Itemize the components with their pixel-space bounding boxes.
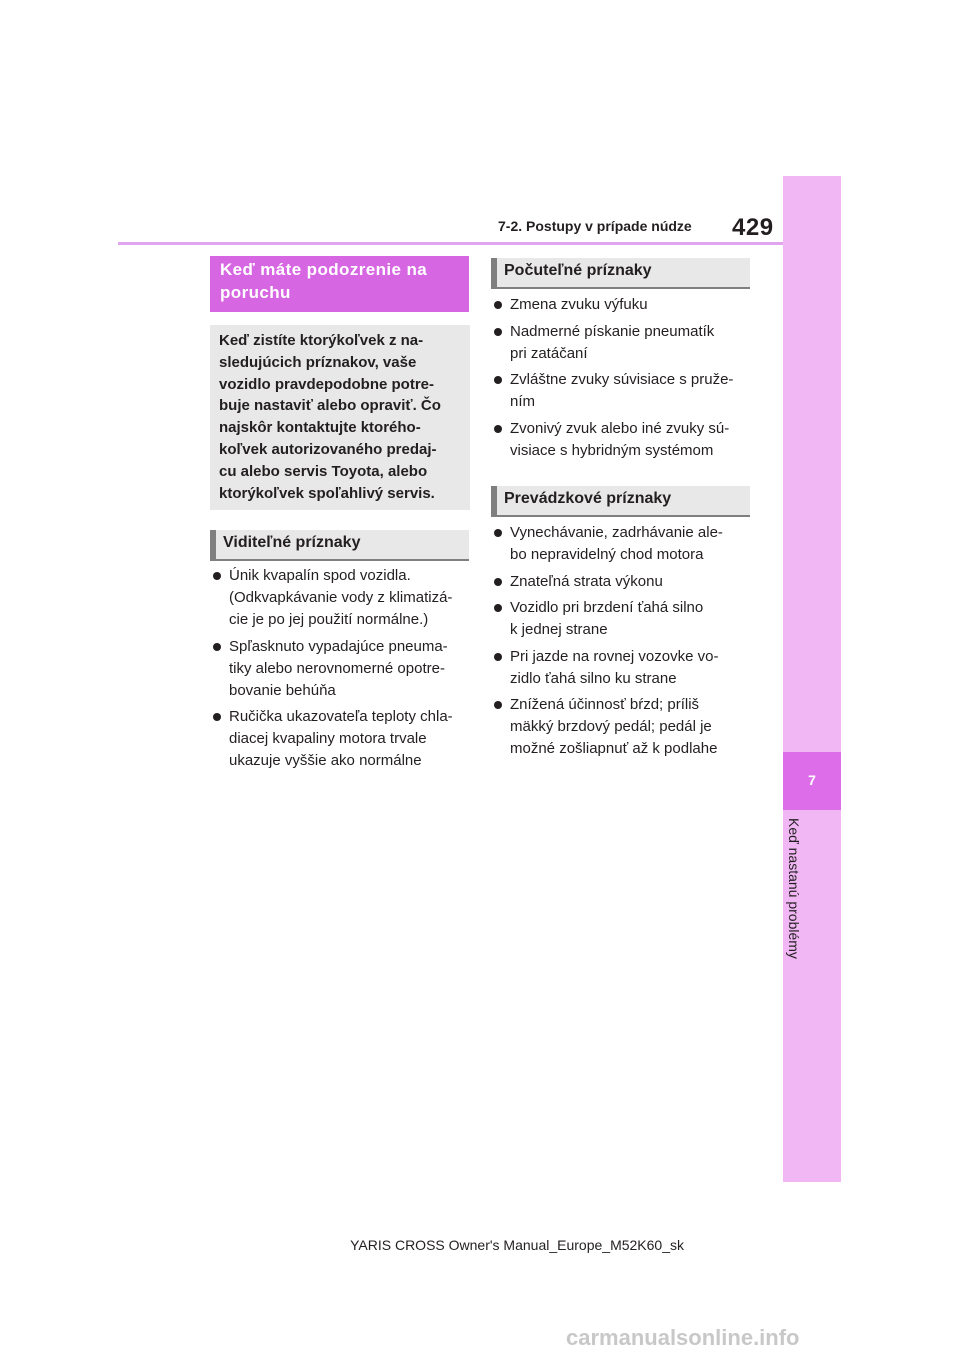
list-item — [211, 706, 473, 772]
list-item-line: Znateľná strata výkonu — [510, 572, 663, 590]
list-item-line: zidlo ťahá silno ku strane — [510, 669, 677, 687]
intro-line: cu alebo servis Toyota, alebo — [219, 462, 428, 480]
intro-line: sledujúcich príznakov, vaše — [219, 353, 417, 371]
list-item — [492, 418, 754, 462]
chapter-side-tab — [783, 176, 841, 1182]
list-item-line: bovanie behúňa — [229, 681, 336, 699]
header-divider — [118, 242, 783, 245]
main-heading-line: Keď máte podozrenie na — [220, 260, 428, 279]
manual-footer: YARIS CROSS Owner's Manual_Europe_M52K60_sk — [350, 1237, 684, 1253]
intro-line: najskôr kontaktujte ktorého- — [219, 419, 421, 437]
list-item-line: k jednej strane — [510, 621, 608, 638]
list-item — [492, 646, 754, 690]
list-item-line: Vozidlo pri brzdení ťahá silno — [510, 599, 704, 616]
chapter-title: Keď nastanú problémy — [786, 818, 802, 959]
list-item — [492, 571, 754, 593]
visible-symptoms-list — [211, 565, 473, 777]
list-item-line: mäkký brzdový pedál; pedál je — [510, 718, 712, 735]
list-item-line: Nadmerné pískanie pneumatík — [510, 322, 715, 340]
list-item — [211, 636, 473, 702]
list-item — [492, 294, 754, 316]
list-item-line: (Odkvapkávanie vody z klimatizá- — [229, 589, 453, 606]
list-item-line: Únik kvapalín spod vozidla. — [229, 567, 411, 584]
audible-symptoms-heading: Počuteľné príznaky — [491, 258, 750, 289]
list-item-line: Spľasknuto vypadajúce pneuma- — [229, 637, 448, 655]
list-item-line: Zmena zvuku výfuku — [510, 296, 648, 313]
list-item-line: možné zošliapnuť až k podlahe — [510, 740, 718, 757]
page-number: 429 — [732, 214, 774, 241]
list-item-line: pri zatáčaní — [510, 344, 588, 362]
visible-symptoms-heading: Viditeľné príznaky — [210, 530, 469, 561]
list-item-line: ukazuje vyššie ako normálne — [229, 752, 422, 769]
main-heading-line: poruchu — [220, 283, 291, 302]
audible-symptoms-list — [492, 294, 754, 466]
list-item-line: bo nepravidelný chod motora — [510, 546, 704, 563]
list-item-line: Znížená účinnosť bŕzd; príliš — [510, 696, 700, 713]
list-item-line: diacej kvapaliny motora trvale — [229, 730, 427, 747]
list-item — [492, 597, 754, 641]
list-item — [492, 369, 754, 413]
intro-line: vozidlo pravdepodobne potre- — [219, 375, 435, 393]
list-item-line: Zvláštne zvuky súvisiace s pruže- — [510, 371, 734, 388]
intro-line: buje nastaviť alebo opraviť. Čo — [219, 397, 441, 415]
intro-line: Keď zistíte ktorýkoľvek z na- — [219, 332, 424, 349]
list-item-line: visiace s hybridným systémom — [510, 441, 714, 459]
list-item-line: tiky alebo nerovnomerné opotre- — [229, 659, 445, 677]
list-item — [492, 694, 754, 760]
list-item-line: Zvonivý zvuk alebo iné zvuky sú- — [510, 419, 730, 437]
intro-notice-box — [210, 325, 470, 510]
watermark-text[interactable]: carmanualsonline.info — [566, 1325, 800, 1350]
intro-line: koľvek autorizovaného predaj- — [219, 440, 437, 458]
operational-symptoms-heading: Prevádzkové príznaky — [491, 486, 750, 517]
list-item-line: cie je po jej použití normálne.) — [229, 611, 429, 628]
section-reference: 7-2. Postupy v prípade núdze — [498, 218, 692, 234]
list-item-line: Pri jazde na rovnej vozovke vo- — [510, 647, 719, 665]
operational-symptoms-list — [492, 522, 754, 765]
main-section-heading — [210, 256, 469, 312]
list-item-line: Ručička ukazovateľa teploty chla- — [229, 708, 453, 725]
chapter-number: 7 — [808, 772, 816, 788]
list-item — [492, 522, 754, 566]
list-item-line: Vynechávanie, zadrhávanie ale- — [510, 524, 723, 541]
intro-line: ktorýkoľvek spoľahlivý servis. — [219, 484, 435, 502]
list-item — [492, 321, 754, 365]
list-item — [211, 565, 473, 631]
list-item-line: ním — [510, 393, 536, 410]
